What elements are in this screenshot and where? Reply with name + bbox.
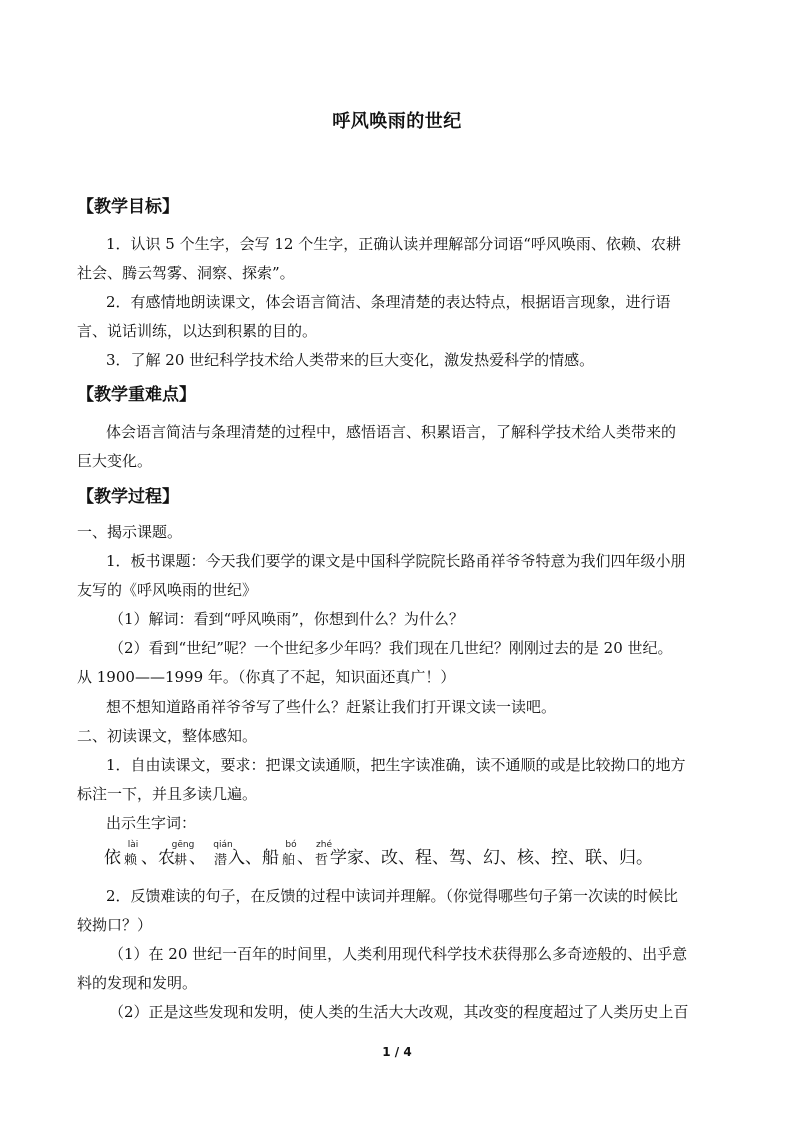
text-line: 体会语言简洁与条理清楚的过程中，感悟语言、积累语言，了解科学技术给人类带来的 bbox=[106, 423, 677, 441]
text-line: 想不想知道路甬祥爷爷写了些什么？赶紧让我们打开课文读一读吧。 bbox=[106, 698, 557, 716]
page-number: 1 / 4 bbox=[382, 1045, 412, 1059]
text-line: 2．反馈难读的句子，在反馈的过程中读词并理解。（你觉得哪些句子第一次读的时候比 bbox=[106, 887, 679, 905]
text-line: 一、揭示课题。 bbox=[77, 523, 183, 541]
text-line: 2．有感情地朗读课文，体会语言简洁、条理清楚的表达特点，根据语言现象，进行语 bbox=[106, 293, 671, 311]
pinyin: qián bbox=[213, 840, 233, 850]
vocab-row: 依 lài 赖 、农 gēng 耕 、 qián 潜 入、船 bó 舶 、 zhé 哲 学家、改、程、驾、幻、核、控、联、归。 bbox=[104, 840, 704, 880]
text-line: 友写的《呼风唤雨的世纪》 bbox=[77, 581, 258, 599]
text-line: 出示生字词： bbox=[106, 814, 197, 832]
text-line: 标注一下，并且多读几遍。 bbox=[77, 785, 258, 803]
heading-objectives: 【教学目标】 bbox=[77, 197, 179, 217]
vocab-ruby: bó 舶 bbox=[279, 840, 303, 880]
text-line: 1．自由读课文，要求：把课文读通顺，把生字读准确，读不通顺的或是比较拗口的地方 bbox=[106, 756, 686, 774]
page-title: 呼风唤雨的世纪 bbox=[332, 111, 462, 132]
text-line: 3．了解 20 世纪科学技术给人类带来的巨大变化，激发热爱科学的情感。 bbox=[106, 351, 595, 369]
vocab-ruby: gēng 耕 bbox=[171, 840, 195, 880]
text-line: 料的发现和发明。 bbox=[77, 974, 198, 992]
pinyin: bó bbox=[285, 840, 297, 850]
vocab-ruby: zhé 哲 bbox=[312, 840, 336, 880]
text-line: （1）在 20 世纪一百年的时间里，人类利用现代科学技术获得那么多奇迹般的、出乎意 bbox=[109, 945, 688, 963]
text-line: 二、初读课文，整体感知。 bbox=[77, 727, 258, 745]
text-line: 1．板书课题：今天我们要学的课文是中国科学院院长路甬祥爷爷特意为我们四年级小朋 bbox=[106, 552, 686, 570]
text-line: （1）解词：看到“呼风唤雨”，你想到什么？为什么？ bbox=[109, 610, 464, 628]
pinyin: lài bbox=[127, 840, 139, 850]
pinyin: zhé bbox=[316, 840, 332, 850]
text-line: （2）看到“世纪”呢？一个世纪多少年吗？我们现在几世纪？刚刚过去的是 20 世纪。 bbox=[109, 639, 673, 657]
text-line: 言、说话训练，以达到积累的目的。 bbox=[77, 322, 318, 340]
heading-process: 【教学过程】 bbox=[77, 487, 179, 507]
pinyin: gēng bbox=[171, 840, 195, 850]
text-line: 巨大变化。 bbox=[77, 452, 153, 470]
text-line: 从 1900——1999 年。（你真了不起，知识面还真广！） bbox=[77, 668, 456, 686]
text-line: 社会、腾云驾雾、洞察、探索”。 bbox=[77, 264, 295, 282]
text-line: （2）正是这些发现和发明，使人类的生活大大改观，其改变的程度超过了人类历史上百 bbox=[109, 1003, 689, 1021]
vocab-ruby: qián 潜 bbox=[211, 840, 235, 880]
vocab-ruby: lài 赖 bbox=[121, 840, 145, 880]
text-line: 较拗口？） bbox=[77, 916, 153, 934]
heading-key-points: 【教学重难点】 bbox=[77, 385, 196, 405]
text-line: 1．认识 5 个生字，会写 12 个生字，正确认读并理解部分词语“呼风唤雨、依赖、农耕 bbox=[106, 235, 681, 253]
